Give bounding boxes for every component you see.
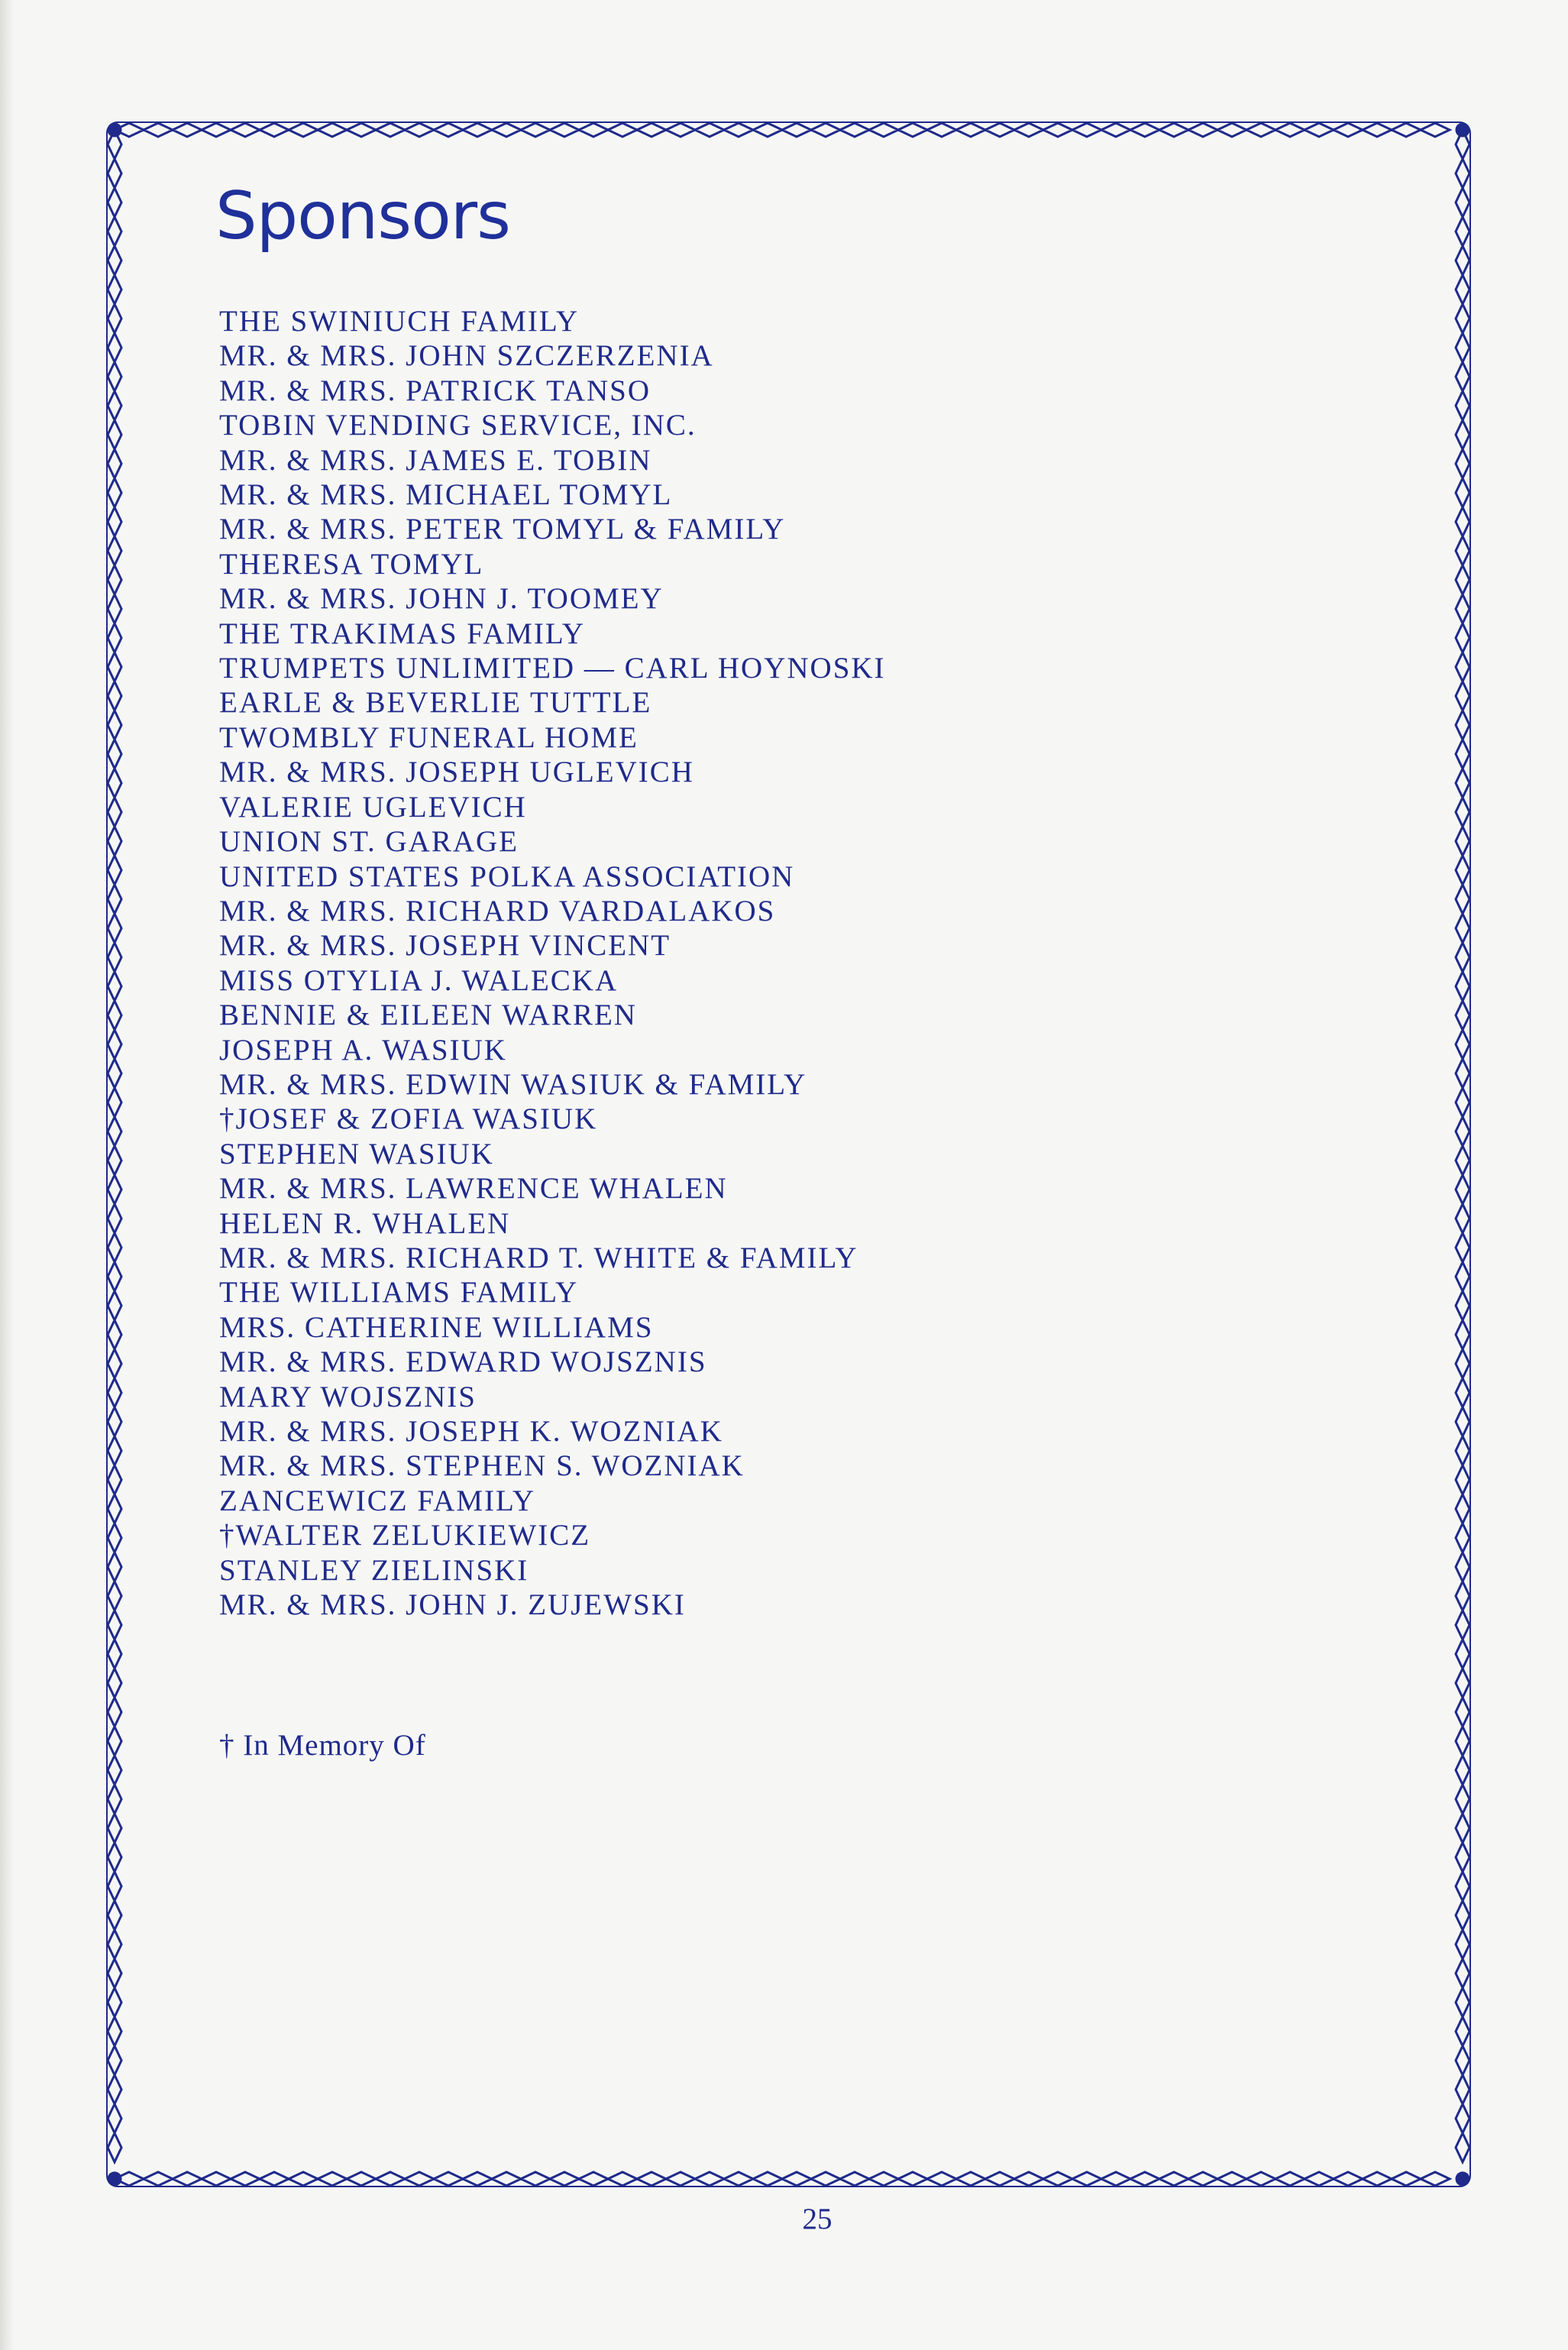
- page-number: 25: [802, 2203, 832, 2235]
- sponsor-entry: THE WILLIAMS FAMILY: [219, 1276, 579, 1309]
- footnote: † In Memory Of: [219, 1729, 426, 1762]
- sponsor-entry: MISS OTYLIA J. WALECKA: [219, 963, 619, 997]
- sponsor-entry: ZANCEWICZ FAMILY: [219, 1484, 536, 1517]
- sponsor-entry: TWOMBLY FUNERAL HOME: [219, 720, 639, 754]
- sponsor-entry: EARLE & BEVERLIE TUTTLE: [219, 686, 652, 720]
- sponsor-entry: MR. & MRS. PATRICK TANSO: [219, 374, 651, 407]
- sponsor-entry: HELEN R. WHALEN: [219, 1206, 511, 1240]
- sponsor-entry: MRS. CATHERINE WILLIAMS: [219, 1310, 654, 1344]
- page-title: Sponsors: [215, 178, 510, 254]
- sponsor-entry: TRUMPETS UNLIMITED — CARL HOYNOSKI: [219, 652, 886, 685]
- sponsor-entry: THE TRAKIMAS FAMILY: [219, 617, 585, 650]
- sponsor-entry: MR. & MRS. RICHARD VARDALAKOS: [219, 894, 776, 927]
- sponsor-entry: UNION ST. GARAGE: [219, 825, 519, 859]
- sponsor-entry: MR. & MRS. PETER TOMYL & FAMILY: [219, 513, 786, 546]
- sponsor-entry: MR. & MRS. MICHAEL TOMYL: [219, 478, 673, 512]
- sponsor-entry: MR. & MRS. JOHN J. TOOMEY: [219, 582, 664, 616]
- sponsor-entry: MR. & MRS. JOHN SZCZERZENIA: [219, 339, 714, 373]
- sponsor-entry: VALERIE UGLEVICH: [219, 790, 527, 824]
- sponsor-entry: TOBIN VENDING SERVICE, INC.: [219, 409, 697, 442]
- sponsor-entry: STEPHEN WASIUK: [219, 1137, 494, 1170]
- sponsor-entry: MR. & MRS. JOHN J. ZUJEWSKI: [219, 1588, 686, 1622]
- sponsor-entry: †WALTER ZELUKIEWICZ: [219, 1519, 591, 1552]
- sponsor-list: [219, 304, 886, 1622]
- sponsor-entry: MR. & MRS. EDWARD WOJSZNIS: [219, 1345, 707, 1379]
- sponsor-entry: BENNIE & EILEEN WARREN: [219, 999, 637, 1032]
- sponsor-entry: STANLEY ZIELINSKI: [219, 1553, 529, 1587]
- sponsor-entry: THE SWINIUCH FAMILY: [219, 305, 579, 338]
- sponsor-entry: MR. & MRS. LAWRENCE WHALEN: [219, 1172, 728, 1206]
- sponsor-entry: MR. & MRS. JOSEPH UGLEVICH: [219, 756, 694, 789]
- sponsor-entry: MR. & MRS. JOSEPH K. WOZNIAK: [219, 1415, 723, 1448]
- sponsor-entry: JOSEPH A. WASIUK: [219, 1033, 507, 1067]
- sponsor-entry: MR. & MRS. EDWIN WASIUK & FAMILY: [219, 1067, 807, 1101]
- sponsor-entry: UNITED STATES POLKA ASSOCIATION: [219, 859, 795, 893]
- sponsor-entry: MR. & MRS. JAMES E. TOBIN: [219, 443, 652, 477]
- sponsor-entry: †JOSEF & ZOFIA WASIUK: [219, 1102, 598, 1136]
- sponsor-entry: MR. & MRS. JOSEPH VINCENT: [219, 929, 671, 963]
- sponsor-entry: MARY WOJSZNIS: [219, 1380, 477, 1413]
- sponsor-entry: MR. & MRS. RICHARD T. WHITE & FAMILY: [219, 1241, 858, 1274]
- sponsor-entry: MR. & MRS. STEPHEN S. WOZNIAK: [219, 1449, 745, 1483]
- sponsor-entry: THERESA TOMYL: [219, 547, 484, 581]
